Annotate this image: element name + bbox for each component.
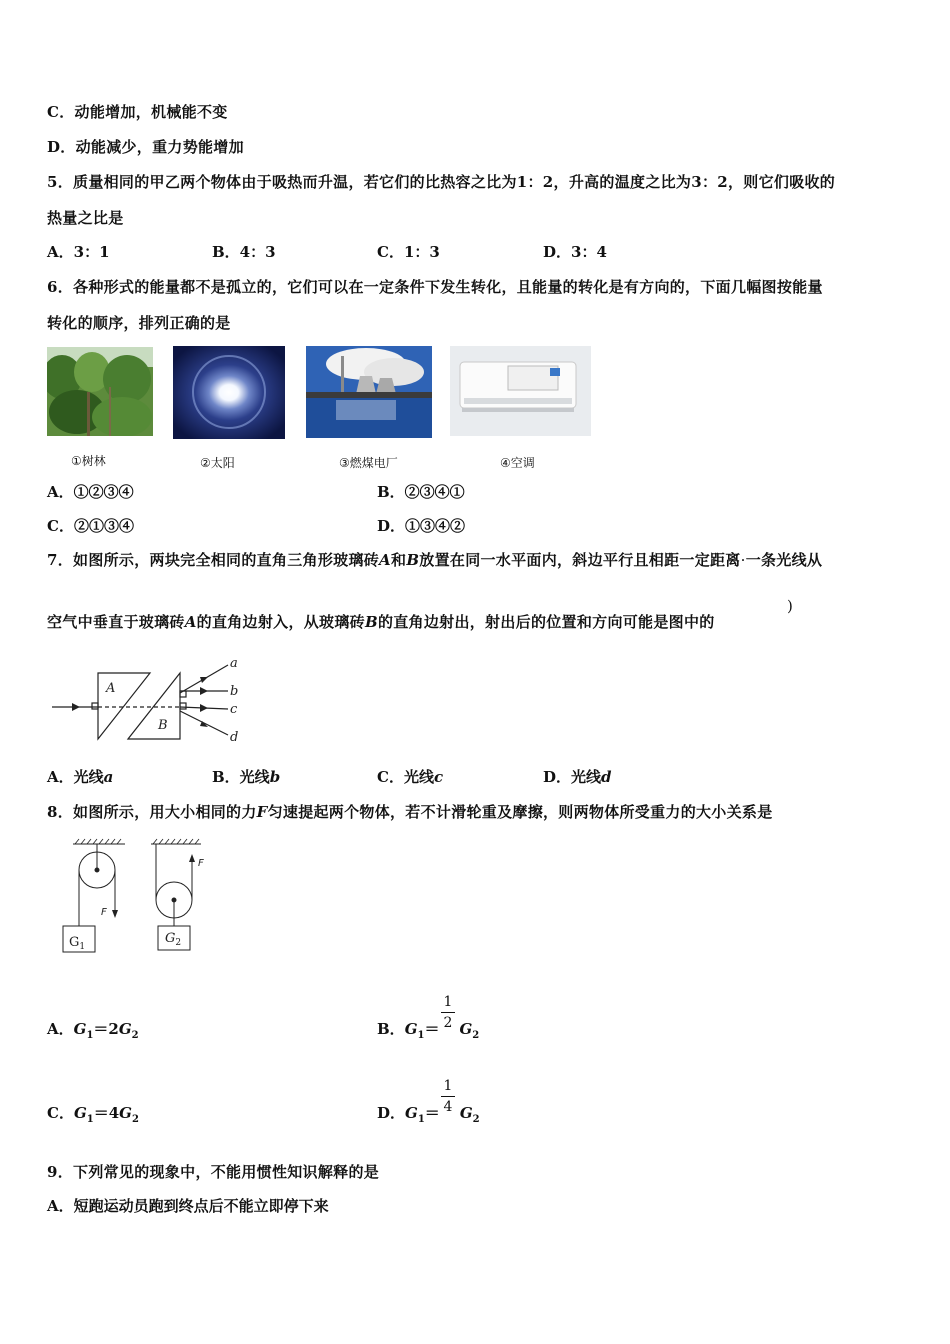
caption-forest: ①树林 (71, 454, 106, 468)
q7-option-b[interactable]: B．光线b (212, 768, 281, 786)
weight-label-g1: $G_1$ (69, 935, 86, 952)
caption-sun: ②太阳 (200, 456, 235, 470)
prism-label-a: A (106, 681, 116, 696)
q8-stem: 8．如图所示，用大小相同的力F匀速提起两个物体，若不计滑轮重及摩擦，则两物体所受重力的大小关系是 (47, 803, 773, 821)
var-B: B (406, 551, 420, 569)
q7-option-c[interactable]: C．光线c (377, 768, 444, 786)
weight-label-g2: $G_2$ (165, 931, 182, 948)
q6-stem-line2: 转化的顺序，排列正确的是 (47, 314, 231, 332)
q7-paren: ) (787, 597, 794, 615)
var-A: A (379, 551, 391, 569)
prism-label-b: B (158, 718, 168, 733)
q7-stem-line1: 7．如图所示，两块完全相同的直角三角形玻璃砖A和B放置在同一水平面内，斜边平行且相距一定距离·一条光线从 (47, 551, 823, 569)
q5-option-b[interactable]: B．4：3 (212, 243, 276, 261)
sun-photo (173, 346, 285, 439)
q8-option-b[interactable]: B．$G_1= G_2$ (377, 1020, 480, 1041)
var-F: F (256, 803, 268, 821)
q8-option-c[interactable]: C．$G_1=4G_2$ (47, 1104, 139, 1125)
q5-stem-line1: 5．质量相同的甲乙两个物体由于吸热而升温，若它们的比热容之比为1：2，升高的温度之比为3：2，则它们吸收的 (47, 173, 836, 191)
q5-option-c[interactable]: C．1：3 (377, 243, 440, 261)
glass-prism-diagram (50, 655, 250, 747)
ray-label-c: c (230, 702, 238, 717)
q6-stem-line1: 6．各种形式的能量都不是孤立的，它们可以在一定条件下发生转化，且能量的转化是有方向的，下面几幅图按能量 (47, 278, 823, 296)
q5-option-d[interactable]: D．3：4 (543, 243, 607, 261)
caption-air-conditioner: ④空调 (500, 456, 535, 470)
air-conditioner-photo (450, 346, 591, 436)
pulley-diagram (55, 838, 215, 956)
ray-label-b: b (230, 684, 239, 699)
ray-label-a: a (230, 656, 238, 671)
q7-option-a[interactable]: A．光线a (47, 768, 114, 786)
ray-label-d: d (230, 730, 239, 745)
power-plant-photo (306, 346, 432, 438)
force-label-left: F (101, 907, 107, 918)
option-c-prev: C．动能增加，机械能不变 (47, 103, 228, 121)
fraction-quarter: 1 4 (441, 1078, 455, 1115)
q6-option-c[interactable]: C．②①③④ (47, 517, 134, 535)
q6-option-d[interactable]: D．①③④② (377, 517, 466, 535)
q5-stem-line2: 热量之比是 (47, 209, 124, 227)
q6-option-b[interactable]: B．②③④① (377, 483, 465, 501)
q9-stem: 9．下列常见的现象中，不能用惯性知识解释的是 (47, 1163, 380, 1181)
q7-stem-line2: 空气中垂直于玻璃砖A的直角边射入，从玻璃砖B的直角边射出，射出后的位置和方向可能是图中的 (47, 613, 715, 631)
q6-option-a[interactable]: A．①②③④ (47, 483, 134, 501)
q5-option-a[interactable]: A．3：1 (47, 243, 110, 261)
forest-photo (47, 347, 153, 436)
option-d-prev: D．动能减少，重力势能增加 (47, 138, 244, 156)
q9-option-a[interactable]: A．短跑运动员跑到终点后不能立即停下来 (47, 1197, 329, 1215)
q8-option-d[interactable]: D．$G_1= G_2$ (377, 1104, 480, 1125)
q8-option-a[interactable]: A．$G_1=2G_2$ (47, 1020, 139, 1041)
q7-option-d[interactable]: D．光线d (543, 768, 612, 786)
force-label-right: F (198, 858, 204, 869)
fraction-half: 1 2 (441, 994, 455, 1031)
caption-power-plant: ③燃煤电厂 (339, 456, 398, 470)
